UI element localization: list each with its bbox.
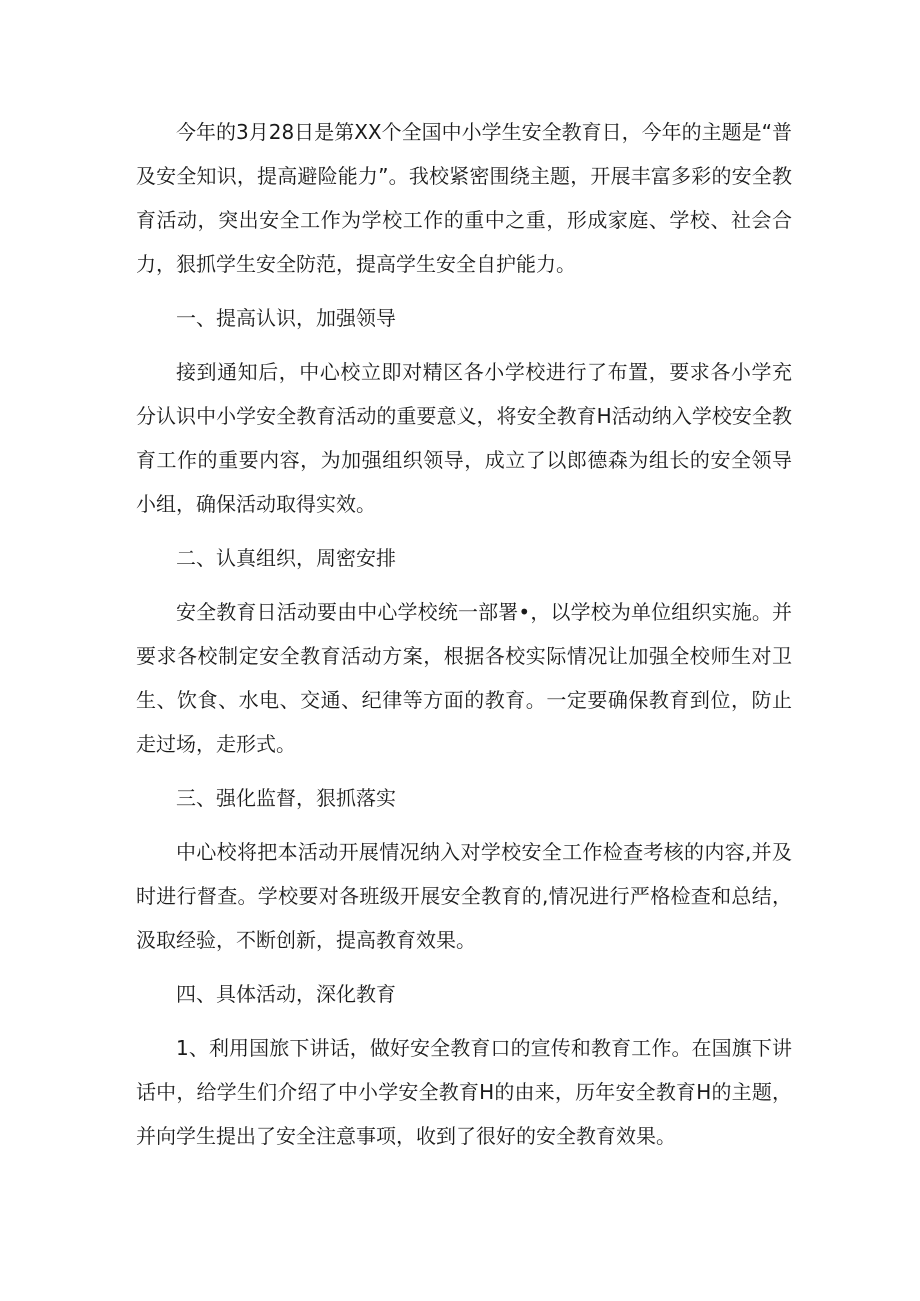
section-heading-2: 二、认真组织，周密安排 (176, 546, 396, 570)
section-3-paragraph: 中心校将把本活动开展情况纳入对学校安全工作检查考核的内容,并及时进行督查。学校要对各班级开展安全教育的,情况进行严格检查和总结，汲取经验，不断创新，提高教育效果。 (136, 840, 792, 952)
intro-paragraph: 今年的3月28日是第XX个全国中小学生安全教育日，今年的主题是“普及安全知识，提高避险能力”。我校紧密围绕主题，开展丰富多彩的安全教育活动，突出安全工作为学校工作的重中之重，形成家庭、学校、社会合力，狠抓学生安全防范，提高学生安全自护能力。 (136, 120, 792, 276)
section-heading-4: 四、具体活动，深化教育 (176, 982, 396, 1006)
section-1-paragraph: 接到通知后，中心校立即对精区各小学校进行了布置，要求各小学充分认识中小学安全教育活动的重要意义，将安全教育H活动纳入学校安全教育工作的重要内容，为加强组织领导，成立了以郎德森为组长的安全领导小组，确保活动取得实效。 (136, 360, 792, 516)
document-body (136, 110, 792, 1158)
section-heading-1: 一、提高认识，加强领导 (176, 306, 396, 330)
section-4-paragraph: 1、利用国旅下讲话，做好安全教育口的宣传和教育工作。在国旗下讲话中，给学生们介绍了中小学安全教育H的由来，历年安全教育H的主题，并向学生提出了安全注意事项，收到了很好的安全教育效果。 (136, 1036, 792, 1148)
section-heading-3: 三、强化监督，狠抓落实 (176, 786, 396, 810)
section-2-paragraph: 安全教育日活动要由中心学校统一部署•，以学校为单位组织实施。并要求各校制定安全教育活动方案，根据各校实际情况让加强全校师生对卫生、饮食、水电、交通、纪律等方面的教育。一定要确保教育到位，防止走过场，走形式。 (136, 600, 792, 756)
